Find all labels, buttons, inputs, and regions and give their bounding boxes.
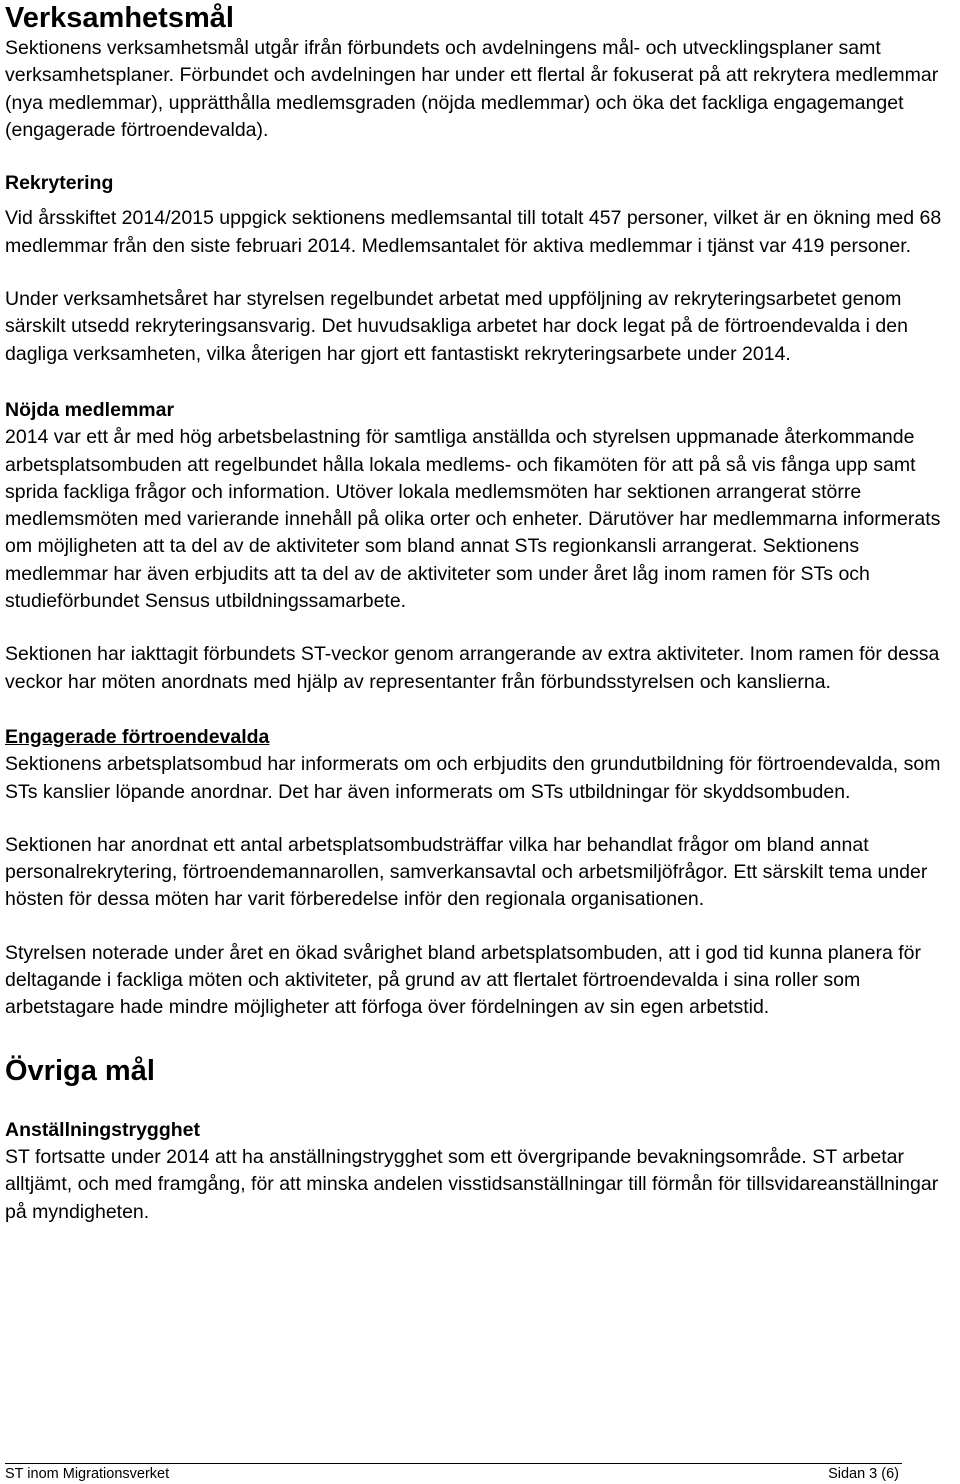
heading-verksamhetsmal: Verksamhetsmål bbox=[5, 2, 234, 34]
footer-divider bbox=[5, 1463, 902, 1464]
engagerade-paragraph-1: Sektionens arbetsplatsombud har informerats om och erbjudits den grundutbildning för förtroendevalda, som STs kanslier löpande anordnar. Det har även informerats om STs utbildningar för skyddsombuden. bbox=[5, 753, 941, 803]
nojda-paragraph-1: 2014 var ett år med hög arbetsbelastning för samtliga anställda och styrelsen uppmanade återkommande arbetsplatsombuden att regelbundet hålla lokala medlems- och fikamöten för att på så vis fånga upp samt sprida fackliga frågor och information. Utöver lokala medlemsmöten har sektionen arrangerat större medlemsmöten med varierande innehåll på olika orter och enheter. Därutöver har medlemmarna informerats om möjligheten att ta del av de aktiviteter som bland annat STs regionkansli arrangerat. Sektionens medlemmar har även erbjudits att ta del av de aktiviteter som under året låg inom ramen för STs och studieförbundet Sensus utbildningssamarbete. bbox=[5, 426, 941, 613]
footer-page-number: Sidan 3 (6) bbox=[828, 1466, 899, 1482]
heading-ovriga-mal: Övriga mål bbox=[5, 1054, 155, 1087]
nojda-paragraph-2: Sektionen har iakttagit förbundets ST-veckor genom arrangerande av extra aktiviteter. Inom ramen för dessa veckor har möten anordnats med hjälp av representanter från förbundsstyrelsen och kanslierna. bbox=[5, 643, 940, 693]
engagerade-paragraph-2: Sektionen har anordnat ett antal arbetsplatsombudsträffar vilka har behandlat frågor om bland annat personalrekrytering, förtroendemannarollen, samverkansavtal och arbetsmiljöfrågor. Ett särskilt tema under hösten för dessa möten har varit förberedelse inför den regionala organisationen. bbox=[5, 833, 928, 911]
heading-nojda-medlemmar: Nöjda medlemmar bbox=[5, 398, 175, 421]
engagerade-paragraph-3: Styrelsen noterade under året en ökad svårighet bland arbetsplatsombuden, att i god tid kunna planera för deltagande i fackliga möten och aktiviteter, på grund av att flertalet förtroendevalda i sina roller som arbetstagare hade mindre möjligheter att förfoga över fördelningen av sin egen arbetstid. bbox=[5, 941, 922, 1019]
heading-engagerade-fortroendevalda: Engagerade förtroendevalda bbox=[5, 725, 270, 748]
footer-organization: ST inom Migrationsverket bbox=[5, 1466, 170, 1482]
document-body bbox=[5, 0, 957, 1226]
rekrytering-paragraph-1: Vid årsskiftet 2014/2015 uppgick sektionens medlemsantal till totalt 457 personer, vilket är en ökning med 68 medlemmar från den siste februari 2014. Medlemsantalet för aktiva medlemmar i tjänst var 419 personer. bbox=[5, 207, 942, 257]
heading-rekrytering: Rekrytering bbox=[5, 172, 114, 195]
heading-anstallningstrygghet: Anställningstrygghet bbox=[5, 1118, 201, 1141]
anstallning-paragraph-1: ST fortsatte under 2014 att ha anställningstrygghet som ett övergripande bevakningsområde. ST arbetar alltjämt, och med framgång, för att minska andelen visstidsanställningar till förmån för tillsvidareanställningar på myndigheten. bbox=[5, 1145, 939, 1223]
rekrytering-paragraph-2: Under verksamhetsåret har styrelsen regelbundet arbetat med uppföljning av rekryteringsarbetet genom särskilt utsedd rekryteringsansvarig. Det huvudsakliga arbetet har dock legat på de förtroendevalda i den dagliga verksamheten, vilka återigen har gjort ett fantastiskt rekryteringsarbete under 2014. bbox=[5, 288, 908, 365]
intro-paragraph: Sektionens verksamhetsmål utgår ifrån förbundets och avdelningens mål- och utvecklingsplaner samt verksamhetsplaner. Förbundet och avdelningen har under ett flertal år fokuserat på att rekrytera medlemmar (nya medlemmar), upprätthålla medlemsgraden (nöjda medlemmar) och öka det fackliga engagemanget (engagerade förtroendevalda). bbox=[5, 37, 939, 141]
